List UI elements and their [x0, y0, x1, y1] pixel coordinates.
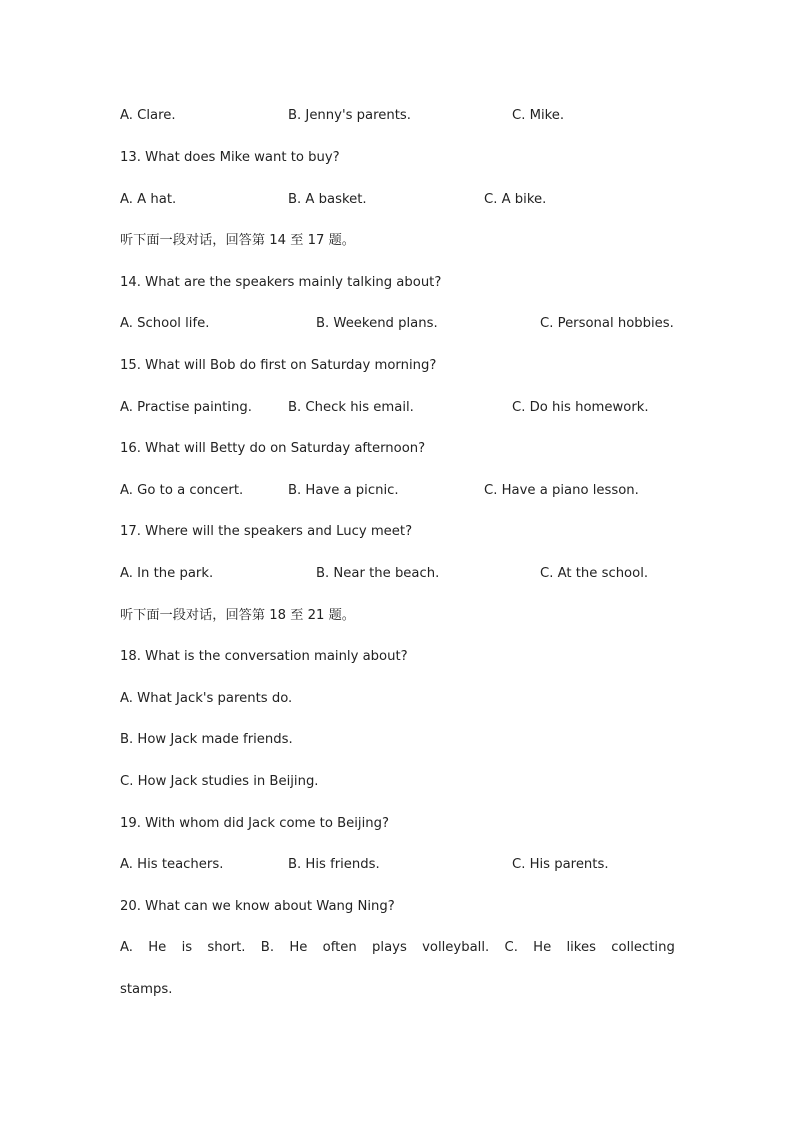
q13-option-a: A. A hat. [120, 192, 177, 207]
q17-option-c: C. At the school. [540, 566, 649, 581]
q19-option-b: B. His friends. [288, 857, 380, 872]
q17-option-b: B. Near the beach. [316, 566, 440, 581]
q13-option-c: C. A bike. [484, 192, 547, 207]
q20-word: likes [566, 940, 596, 955]
q16-option-a: A. Go to a concert. [120, 483, 244, 498]
q16-option-c: C. Have a piano lesson. [484, 483, 639, 498]
q20-word: often [322, 940, 357, 955]
q16-question: 16. What will Betty do on Saturday afternoon? [120, 441, 426, 456]
q20-word: volleyball. [422, 940, 490, 955]
q12-option-b: B. Jenny's parents. [288, 108, 411, 123]
q20-options-line [120, 938, 675, 958]
q14-option-a: A. School life. [120, 316, 210, 331]
q20-word: collecting [611, 940, 675, 955]
q15-option-a: A. Practise painting. [120, 400, 252, 415]
q18-option-b: B. How Jack made friends. [120, 732, 293, 747]
section-instruction-14-17: 听下面一段对话，回答第 14 至 17 题。 [120, 233, 355, 248]
q17-option-a: A. In the park. [120, 566, 214, 581]
q20-word: He [533, 940, 552, 955]
q20-word: is [181, 940, 193, 955]
q18-option-c: C. How Jack studies in Beijing. [120, 774, 319, 789]
q20-word: He [289, 940, 308, 955]
q20-question: 20. What can we know about Wang Ning? [120, 899, 395, 914]
q19-option-a: A. His teachers. [120, 857, 224, 872]
q18-option-a: A. What Jack's parents do. [120, 691, 293, 706]
q19-question: 19. With whom did Jack come to Beijing? [120, 816, 389, 831]
q14-option-c: C. Personal hobbies. [540, 316, 674, 331]
q20-word: plays [372, 940, 407, 955]
q14-option-b: B. Weekend plans. [316, 316, 438, 331]
q15-option-b: B. Check his email. [288, 400, 414, 415]
q20-word: C. [504, 940, 518, 955]
q14-question: 14. What are the speakers mainly talking about? [120, 275, 442, 290]
q12-option-c: C. Mike. [512, 108, 565, 123]
q12-option-a: A. Clare. [120, 108, 176, 123]
q17-question: 17. Where will the speakers and Lucy meet? [120, 524, 413, 539]
q20-word: short. [207, 940, 246, 955]
q15-option-c: C. Do his homework. [512, 400, 649, 415]
q16-option-b: B. Have a picnic. [288, 483, 399, 498]
q19-option-c: C. His parents. [512, 857, 609, 872]
section-instruction-18-21: 听下面一段对话，回答第 18 至 21 题。 [120, 608, 355, 623]
q20-word: He [148, 940, 167, 955]
q15-question: 15. What will Bob do first on Saturday morning? [120, 358, 437, 373]
q20-word: A. [120, 940, 133, 955]
q20-word: B. [260, 940, 275, 955]
q20-option-c-wrap: stamps. [120, 982, 173, 997]
q13-option-b: B. A basket. [288, 192, 367, 207]
q13-question: 13. What does Mike want to buy? [120, 150, 340, 165]
q18-question: 18. What is the conversation mainly about? [120, 649, 408, 664]
